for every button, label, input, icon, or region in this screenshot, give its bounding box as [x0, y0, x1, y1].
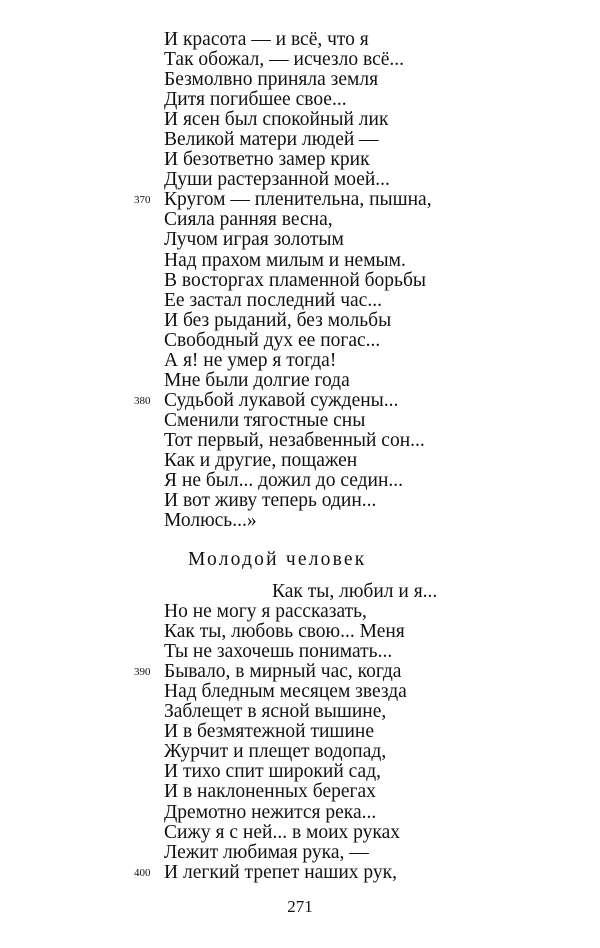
line-text: Сижу я с ней... в моих руках [164, 821, 400, 843]
poem-line [134, 661, 584, 683]
line-text: Судьбой лукавой суждены... [164, 389, 399, 411]
line-text: Ты не захочешь понимать... [164, 641, 393, 663]
line-number: 390 [134, 666, 151, 679]
line-text: Кругом — пленительна, пышна, [164, 189, 432, 211]
line-text: И красота — и всё, что я [164, 29, 369, 50]
line-text: Лежит любимая рука, — [164, 841, 369, 863]
line-text: Над прахом милым и немым. [164, 249, 406, 271]
line-text: Свободный дух ее погас... [164, 329, 381, 351]
poem-stanza-1 [134, 29, 584, 532]
poem-line [164, 511, 584, 531]
line-text: Но не могу я рассказать, [164, 601, 367, 623]
poem-line [164, 331, 584, 351]
poem-line [164, 371, 584, 391]
line-text: И без рыданий, без мольбы [164, 309, 392, 331]
poem-line [164, 782, 584, 802]
poem-line [164, 843, 584, 863]
line-text: Мне были долгие года [164, 369, 350, 391]
poem-line [164, 742, 584, 762]
line-text: Великой матери людей — [164, 129, 379, 151]
poem-line [164, 130, 584, 150]
line-number: 380 [134, 394, 151, 407]
poem-line [164, 210, 584, 230]
poem-line [164, 110, 584, 130]
line-text: Души растерзанной моей... [164, 169, 390, 191]
poem-line [164, 30, 584, 50]
line-number: 400 [134, 866, 151, 879]
line-text: И безответно замер крик [164, 149, 370, 171]
poem-line [164, 823, 584, 843]
line-text: Заблещет в ясной вышине, [164, 701, 387, 723]
line-text: Лучом играя золотым [164, 229, 344, 251]
poem-line [164, 702, 584, 722]
line-text: И в безмятежной тишине [164, 721, 374, 743]
line-text: Как ты, любовь свою... Меня [164, 621, 405, 643]
poem-line [164, 431, 584, 451]
line-text: Сияла ранняя весна, [164, 209, 333, 231]
line-text: Безмолвно приняла земля [164, 69, 379, 91]
poem-line [164, 230, 584, 250]
line-text: Сменили тягостные сны [164, 409, 366, 431]
line-text: Как ты, любил и я... [272, 581, 438, 602]
poem-line [164, 251, 584, 271]
speaker-heading: Молодой человек [188, 549, 367, 570]
poem-line [134, 389, 584, 411]
line-text: А я! не умер я тогда! [164, 349, 337, 371]
line-text: И легкий трепет наших рук, [164, 861, 397, 883]
line-text: Дитя погибшее свое... [164, 89, 347, 111]
poem-line [164, 50, 584, 70]
poem-line [164, 291, 584, 311]
line-text: И в наклоненных берегах [164, 781, 376, 803]
poem-line [164, 311, 584, 331]
poem-line [164, 90, 584, 110]
poem-line [164, 803, 584, 823]
poem-line [164, 70, 584, 90]
line-text: В восторгах пламенной борьбы [164, 269, 426, 291]
poem-line [164, 582, 584, 602]
line-text: Журчит и плещет водопад, [164, 741, 387, 763]
poem-line [164, 351, 584, 371]
poem-line [164, 722, 584, 742]
poem-line [134, 861, 584, 883]
poem-line [164, 451, 584, 471]
poem-stanza-2 [134, 581, 584, 883]
poem-line [164, 622, 584, 642]
poem-line [164, 762, 584, 782]
poem-line [164, 150, 584, 170]
poem-line [164, 471, 584, 491]
poem-line [164, 682, 584, 702]
poem-line [164, 642, 584, 662]
poem-line [164, 411, 584, 431]
line-text: Как и другие, пощажен [164, 449, 358, 471]
line-text: И ясен был спокойный лик [164, 109, 389, 131]
line-text: Бывало, в мирный час, когда [164, 661, 402, 683]
poem-line [164, 271, 584, 291]
page-number: 271 [287, 897, 313, 916]
line-text: Дремотно нежится река... [164, 801, 377, 823]
line-text: Молюсь...» [164, 510, 257, 532]
line-text: Ее застал последний час... [164, 289, 382, 311]
line-text: Тот первый, незабвенный сон... [164, 429, 425, 451]
poem-line [134, 189, 584, 211]
line-text: Я не был... дожил до седин... [164, 470, 404, 492]
poem-line [164, 491, 584, 511]
poem-line [164, 170, 584, 190]
line-number: 370 [134, 194, 151, 207]
line-text: Так обожал, — исчезло всё... [164, 49, 405, 71]
line-text: И вот живу теперь один... [164, 490, 377, 512]
line-text: Над бледным месяцем звезда [164, 681, 407, 703]
line-text: И тихо спит широкий сад, [164, 761, 381, 783]
poem-line [164, 602, 584, 622]
